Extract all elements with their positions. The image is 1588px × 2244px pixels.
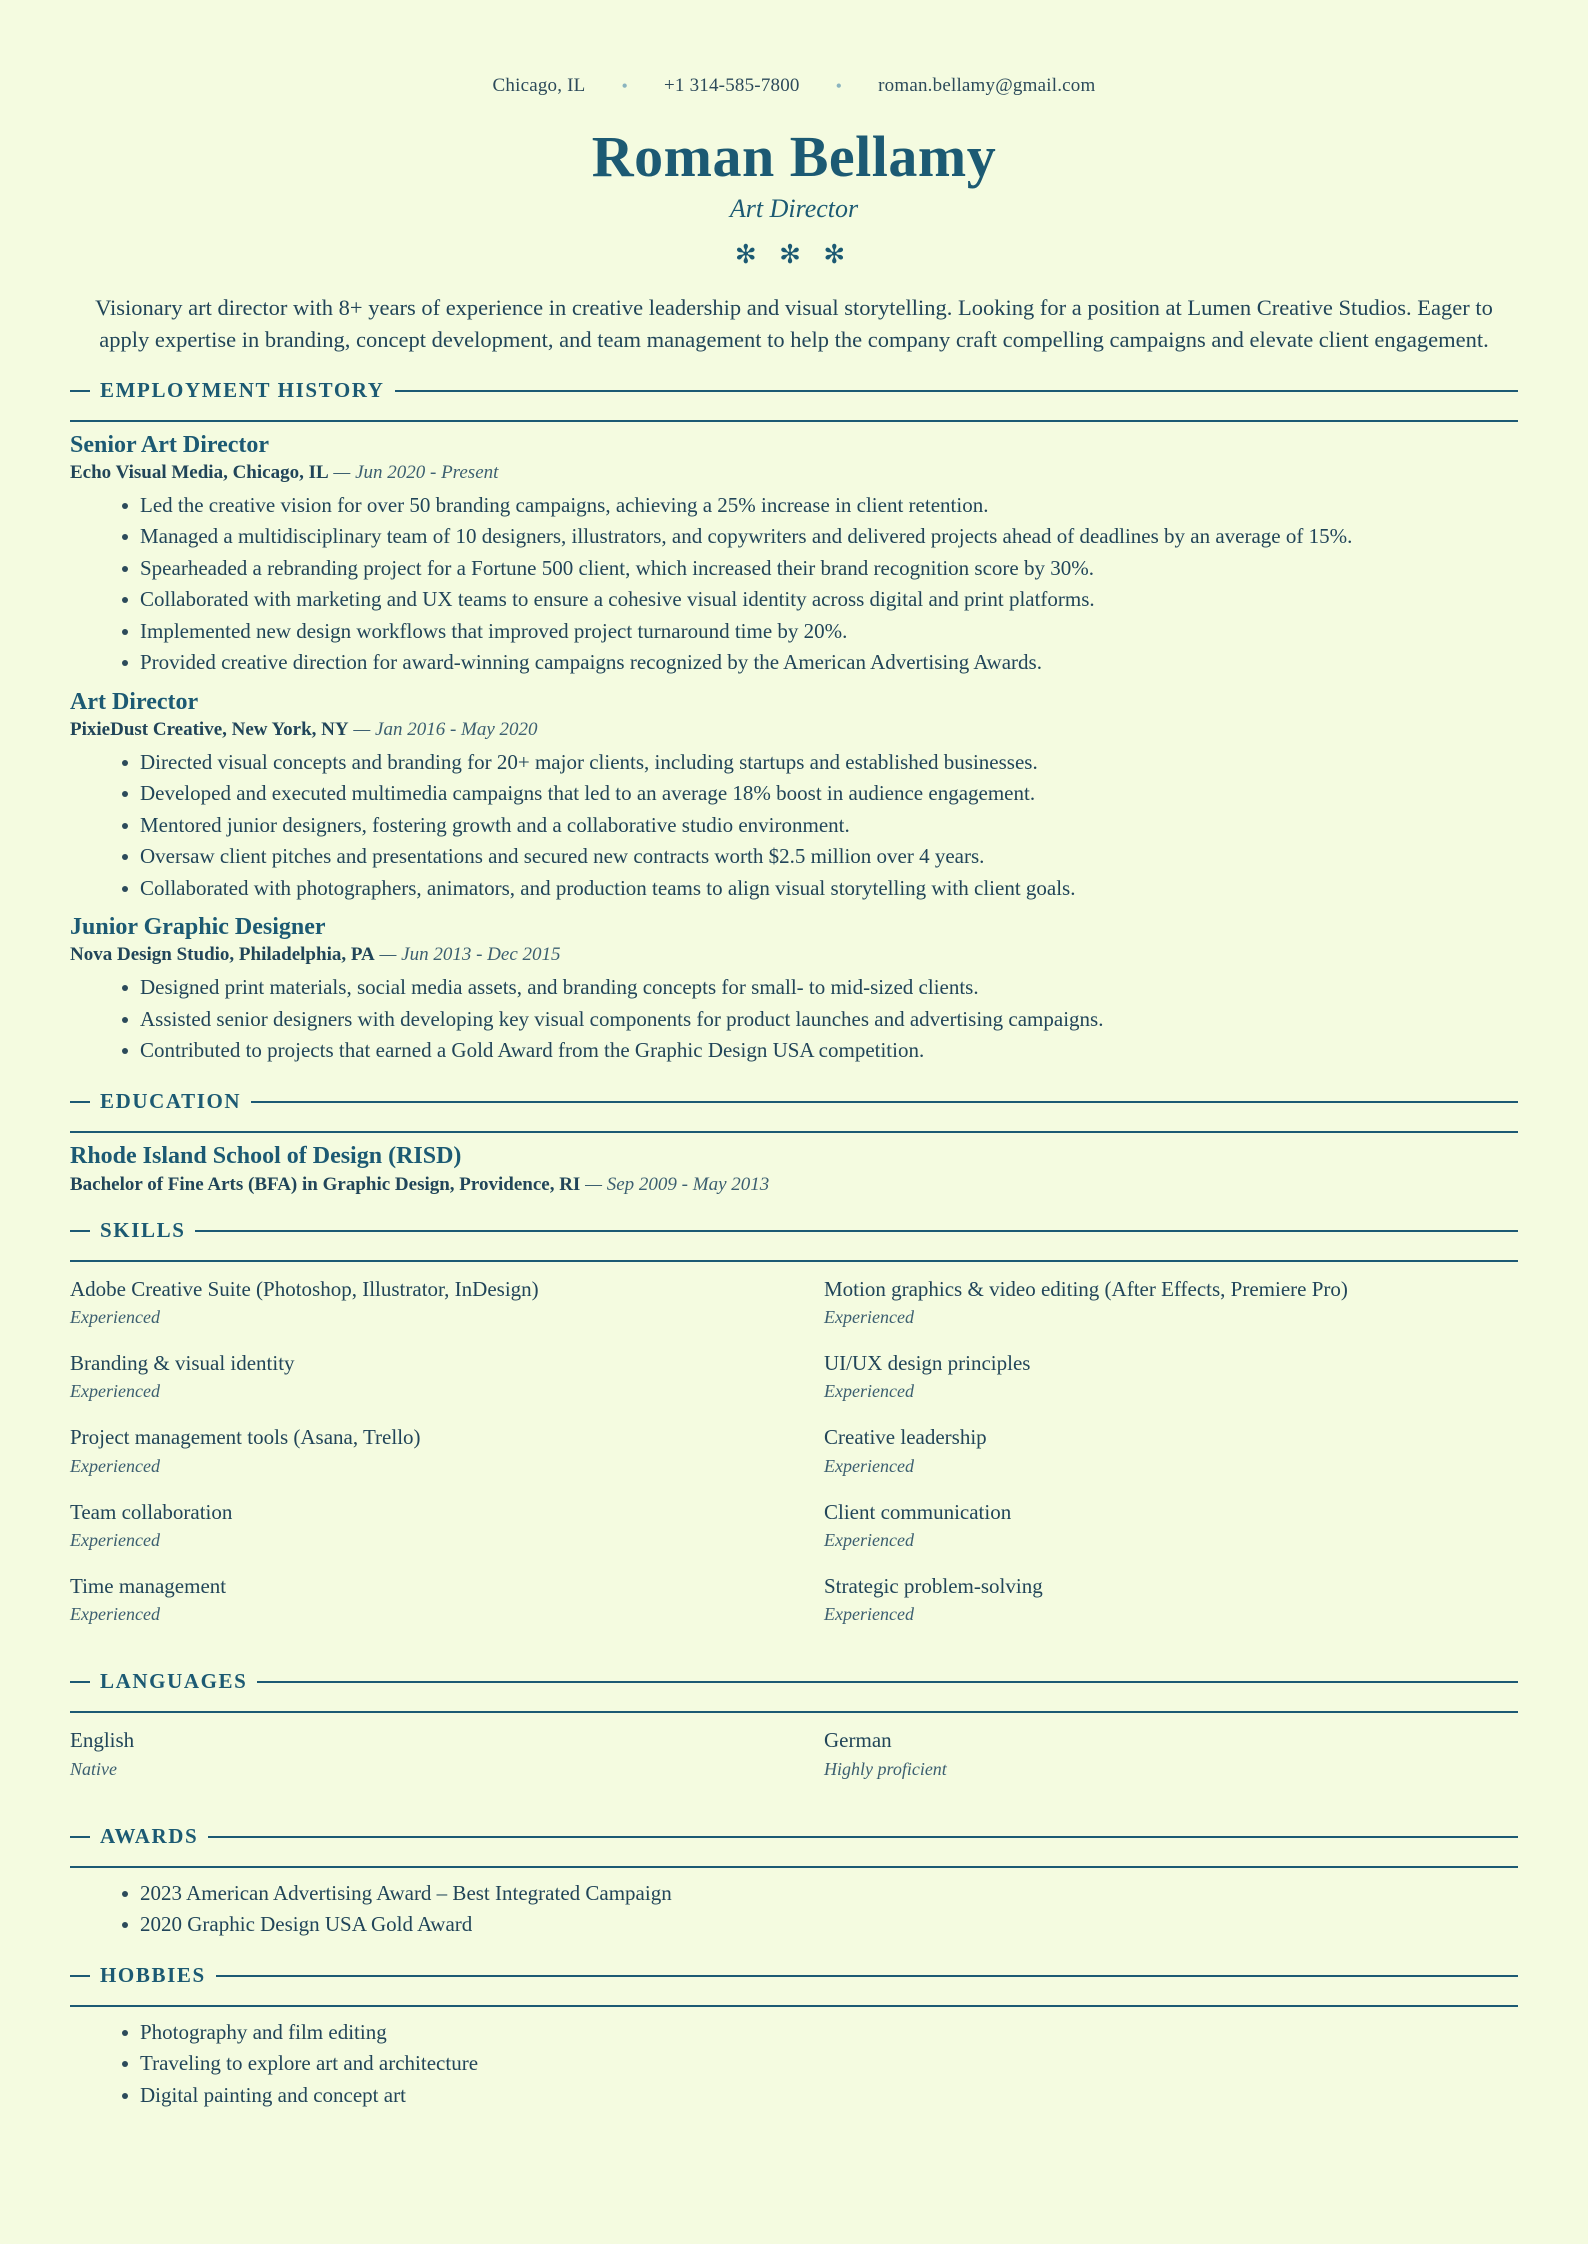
language-item <box>824 1727 1518 1779</box>
job-dash: — <box>379 944 397 966</box>
skill-item <box>70 1573 764 1625</box>
job-dash: — <box>333 461 351 483</box>
skill-item <box>70 1424 764 1476</box>
skill-item <box>70 1499 764 1551</box>
skill-item <box>824 1573 1518 1625</box>
section-skills <box>70 1217 1518 1647</box>
skill-level: Experienced <box>70 1307 160 1328</box>
employment-entry <box>70 432 1518 679</box>
job-dates: Jan 2016 - May 2020 <box>375 718 538 740</box>
list-item: Spearheaded a rebranding project for a Fortune 500 client, which increased their brand recognition score by 30%. <box>122 553 1518 585</box>
list-item: Assisted senior designers with developing key visual components for product launches and advertising campaigns. <box>122 1004 1518 1036</box>
skill-name: Team collaboration <box>70 1499 233 1524</box>
employment-entry <box>70 914 1518 1067</box>
list-item: Collaborated with photographers, animators, and production teams to align visual storytelling with client goals. <box>122 873 1518 905</box>
section-title-hobbies: HOBBIES <box>90 1963 216 1988</box>
skill-level: Experienced <box>824 1604 914 1625</box>
job-company: Nova Design Studio, Philadelphia, PA <box>70 944 375 966</box>
list-item: Designed print materials, social media assets, and branding concepts for small- to mid-sized clients. <box>122 972 1518 1004</box>
skill-item <box>824 1276 1518 1328</box>
section-heading-bar <box>70 1088 1518 1133</box>
section-hobbies <box>70 1962 1518 2112</box>
section-heading-bar <box>70 1217 1518 1262</box>
skill-name: Strategic problem-solving <box>824 1573 1043 1598</box>
skill-name: Creative leadership <box>824 1425 987 1450</box>
list-item: Contributed to projects that earned a Gold Award from the Graphic Design USA competition. <box>122 1035 1518 1067</box>
bottom-spacer <box>70 2111 1518 2151</box>
skill-level: Experienced <box>70 1455 160 1476</box>
list-item: 2023 American Advertising Award – Best Integrated Campaign <box>122 1878 1518 1910</box>
list-item: Developed and executed multimedia campaigns that led to an average 18% boost in audience engagement. <box>122 778 1518 810</box>
education-dash: — <box>585 1173 602 1195</box>
list-item: Mentored junior designers, fostering growth and a collaborative studio environment. <box>122 810 1518 842</box>
language-level: Highly proficient <box>824 1758 947 1779</box>
list-item: Led the creative vision for over 50 branding campaigns, achieving a 25% increase in client retention. <box>122 490 1518 522</box>
section-title-skills: SKILLS <box>90 1218 195 1243</box>
awards-list <box>70 1878 1518 1941</box>
language-name: English <box>70 1728 135 1753</box>
education-dates: Sep 2009 - May 2013 <box>606 1173 770 1195</box>
job-company: Echo Visual Media, Chicago, IL <box>70 461 329 483</box>
list-item: Implemented new design workflows that improved project turnaround time by 20%. <box>122 616 1518 648</box>
section-education <box>70 1088 1518 1196</box>
skill-name: UI/UX design principles <box>824 1351 1031 1376</box>
section-title-awards: AWARDS <box>90 1824 208 1849</box>
bullet-separator-icon: • <box>835 76 843 96</box>
skill-level: Experienced <box>824 1455 914 1476</box>
section-employment-history <box>70 377 1518 1067</box>
skill-item <box>824 1424 1518 1476</box>
list-item: Collaborated with marketing and UX teams to ensure a cohesive visual identity across digital and print platforms. <box>122 584 1518 616</box>
skill-item <box>70 1276 764 1328</box>
job-role: Junior Graphic Designer <box>70 914 326 941</box>
education-degree-line <box>70 1174 1518 1196</box>
language-level: Native <box>70 1758 117 1779</box>
section-title-employment: EMPLOYMENT HISTORY <box>90 378 395 403</box>
section-heading-bar <box>70 1962 1518 2007</box>
job-company-dates <box>70 719 1518 741</box>
contact-phone: +1 314-585-7800 <box>664 75 800 96</box>
list-item: Oversaw client pitches and presentations and secured new contracts worth $2.5 million over 4 years. <box>122 841 1518 873</box>
job-company: PixieDust Creative, New York, NY <box>70 718 349 740</box>
job-bullet-list <box>70 747 1518 905</box>
languages-grid <box>70 1727 1518 1801</box>
section-heading-bar <box>70 1669 1518 1713</box>
skill-level: Experienced <box>70 1529 160 1550</box>
list-item: Digital painting and concept art <box>122 2080 1518 2112</box>
section-heading-bar <box>70 1823 1518 1868</box>
profile-summary: Visionary art director with 8+ years of experience in creative leadership and visual storytelling. Looking for a position at Lumen Creative Studios. Eager to apply expertise in branding, concept development, and team management to help the company craft compelling campaigns and elevate client engagement. <box>95 294 1493 352</box>
list-item: Traveling to explore art and architecture <box>122 2048 1518 2080</box>
job-dates: Jun 2013 - Dec 2015 <box>401 944 561 966</box>
section-title-education: EDUCATION <box>90 1089 251 1114</box>
job-dates: Jun 2020 - Present <box>355 461 499 483</box>
skill-level: Experienced <box>824 1307 914 1328</box>
skill-name: Motion graphics & video editing (After Effects, Premiere Pro) <box>824 1276 1348 1301</box>
education-degree: Bachelor of Fine Arts (BFA) in Graphic Design, Providence, RI <box>70 1173 581 1195</box>
page-title: Roman Bellamy <box>591 124 997 189</box>
section-heading-bar <box>70 377 1518 422</box>
bullet-separator-icon: • <box>621 76 628 96</box>
hobbies-list <box>70 2017 1518 2112</box>
asterisk-divider-icon: ✻ ✻ ✻ <box>734 239 854 269</box>
skill-level: Experienced <box>824 1529 914 1550</box>
contact-line <box>70 75 1518 97</box>
skill-name: Adobe Creative Suite (Photoshop, Illustrator, InDesign) <box>70 1276 539 1301</box>
job-title: Art Director <box>729 193 859 223</box>
language-item <box>70 1727 764 1779</box>
skill-level: Experienced <box>70 1604 160 1625</box>
section-title-languages: LANGUAGES <box>90 1669 257 1694</box>
job-bullet-list <box>70 490 1518 679</box>
skill-level: Experienced <box>824 1381 914 1402</box>
list-item: Photography and film editing <box>122 2017 1518 2049</box>
skill-item <box>70 1350 764 1402</box>
section-languages <box>70 1669 1518 1801</box>
list-item: Provided creative direction for award-winning campaigns recognized by the American Advertising Awards. <box>122 647 1518 679</box>
list-item: Directed visual concepts and branding for 20+ major clients, including startups and established businesses. <box>122 747 1518 779</box>
skill-name: Project management tools (Asana, Trello) <box>70 1425 421 1450</box>
job-role: Art Director <box>70 688 199 715</box>
contact-email: roman.bellamy@gmail.com <box>878 75 1096 96</box>
contact-location: Chicago, IL <box>492 75 586 96</box>
job-company-dates <box>70 462 1518 484</box>
skill-name: Time management <box>70 1573 227 1598</box>
job-bullet-list <box>70 972 1518 1067</box>
skills-grid <box>70 1276 1518 1647</box>
job-company-dates <box>70 944 1518 966</box>
list-item: Managed a multidisciplinary team of 10 designers, illustrators, and copywriters and delivered projects ahead of deadlines by an average of 15%. <box>122 521 1518 553</box>
job-role: Senior Art Director <box>70 431 270 458</box>
skill-level: Experienced <box>70 1381 160 1402</box>
list-item: 2020 Graphic Design USA Gold Award <box>122 1909 1518 1941</box>
skill-name: Branding & visual identity <box>70 1351 295 1376</box>
skill-name: Client communication <box>824 1499 1012 1524</box>
skill-item <box>824 1499 1518 1551</box>
employment-entry <box>70 689 1518 905</box>
education-school: Rhode Island School of Design (RISD) <box>70 1142 462 1169</box>
job-dash: — <box>353 718 371 740</box>
section-awards <box>70 1823 1518 1941</box>
language-name: German <box>824 1728 892 1753</box>
skill-item <box>824 1350 1518 1402</box>
